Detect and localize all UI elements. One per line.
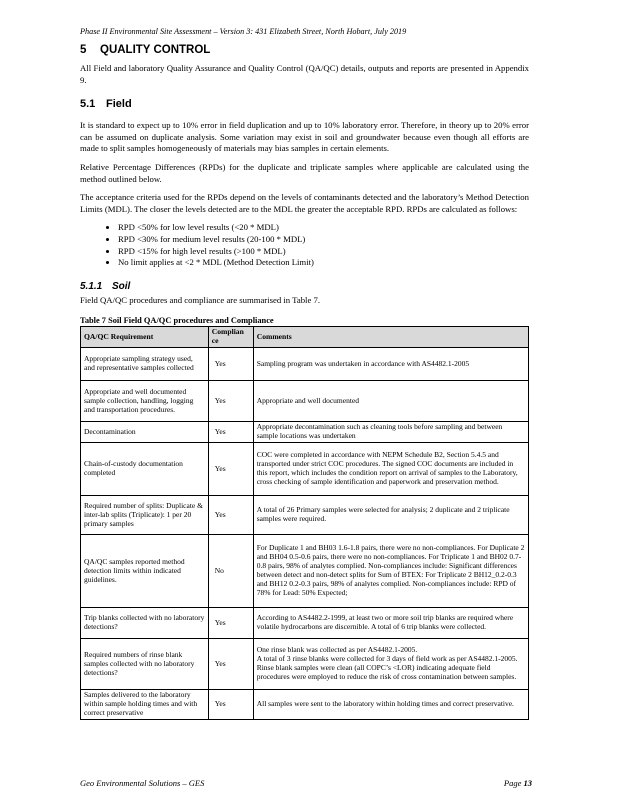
list-item: • RPD <15% for high level results (>100 * MDL) xyxy=(118,246,529,258)
section-5-paragraph: All Field and laboratory Quality Assurance and Quality Control (QA/QC) details, outputs and reports are presented in Appendix 9. xyxy=(80,63,529,85)
section-5-1-heading xyxy=(80,98,529,110)
comment-cell: COC were completed in accordance with NEPM Schedule B2, Section 5.4.5 and transported under strict COC procedures. The signed COC documents are included in this report, which includes the condition report on arrival of samples to the Laboratory, cross checking of sample identification and paperwork and preservation method. xyxy=(253,443,528,496)
section-number: 5.1 xyxy=(80,98,96,111)
comment-cell: A total of 26 Primary samples were selected for analysis; 2 duplicate and 2 triplicate samples were required. xyxy=(253,496,528,535)
table-row xyxy=(81,443,529,496)
column-header-compliance: Complian ce xyxy=(208,327,253,348)
list-item: • RPD <50% for low level results (<20 * MDL) xyxy=(118,222,529,234)
table-row xyxy=(81,535,529,608)
requirement-cell: Appropriate sampling strategy used, and representative samples collected xyxy=(81,348,209,381)
comment-cell: For Duplicate 1 and BH03 1.6-1.8 pairs, there were no non-compliances. For Duplicate 2 and BH04 0.5-0.6 pairs, there were no non-compliances. For Triplicate 1 and BH02 0.7-0.8 pairs, 98% of analytes complied. Non-compliances include: Significant differences between detect and non-detect splits for Sum of BTEX: For Triplicate 2 BH12_0.2-0.3 and BH12 0.2-0.3 pairs, 98% of analytes complied. Non-compliances include: RPD of 78% for Lead: 50% Expected; xyxy=(253,535,528,608)
page-content xyxy=(80,44,529,720)
page-number: 13 xyxy=(523,778,532,788)
table-row xyxy=(81,639,529,690)
compliance-cell: Yes xyxy=(208,496,253,535)
page-footer-company: Geo Environmental Solutions – GES xyxy=(80,778,205,788)
list-item: • No limit applies at <2 * MDL (Method Detection Limit) xyxy=(118,257,529,269)
page-header: Phase II Environmental Site Assessment – Version 3: 431 Elizabeth Street, North Hobart, July 2019 xyxy=(80,27,407,36)
compliance-cell: Yes xyxy=(208,422,253,443)
requirement-cell: Samples delivered to the laboratory within sample holding times and with correct preservative xyxy=(81,690,209,720)
compliance-cell: Yes xyxy=(208,381,253,422)
compliance-cell: No xyxy=(208,535,253,608)
requirement-cell: Chain-of-custody documentation completed xyxy=(81,443,209,496)
table-header-row xyxy=(81,327,529,348)
comment-cell: Appropriate decontamination such as cleaning tools before sampling and between sample locations was undertaken xyxy=(253,422,528,443)
section-5-1-1-heading xyxy=(80,281,529,292)
section-title: Field xyxy=(106,98,132,111)
table-caption: Table 7 Soil Field QA/QC procedures and Compliance xyxy=(80,316,274,326)
qaqc-table xyxy=(80,326,529,720)
section-title: Soil xyxy=(112,280,131,292)
requirement-cell: Required numbers of rinse blank samples collected with no laboratory detections? xyxy=(81,639,209,690)
requirement-cell: Trip blanks collected with no laboratory detections? xyxy=(81,608,209,639)
compliance-cell: Yes xyxy=(208,639,253,690)
comment-cell: Sampling program was undertaken in accordance with AS4482.1-2005 xyxy=(253,348,528,381)
field-paragraph-3: The acceptance criteria used for the RPDs depend on the levels of contaminants detected and the laboratory’s Method Detection Limits (MDL). The closer the levels detected are to the MDL the greater the acceptable RPD. RPDs are calculated as follows: xyxy=(80,192,529,214)
comment-cell: One rinse blank was collected as per AS4482.1-2005. A total of 3 rinse blanks were collected for 3 days of field work as per AS4482.1-2005. Rinse blank samples were clean (all COPC’s <LOR) indicating adequate field procedures were employed to reduce the risk of cross contamination between samples. xyxy=(253,639,528,690)
section-5-heading xyxy=(80,44,529,56)
field-paragraph-1: It is standard to expect up to 10% error in field duplication and up to 10% laboratory error. Therefore, in theory up to 20% error can be assumed on duplicate analysis. Some variation may exist in soil and groundwater because even though all efforts are made to split samples homogeneously of materials may bias samples in certain elements. xyxy=(80,120,529,154)
section-number: 5.1.1 xyxy=(80,280,103,292)
requirement-cell: Required number of splits: Duplicate & inter-lab splits (Triplicate): 1 per 20 primary samples xyxy=(81,496,209,535)
table-row xyxy=(81,690,529,720)
comment-cell: Appropriate and well documented xyxy=(253,381,528,422)
table-row xyxy=(81,496,529,535)
comment-cell: According to AS4482.2-1999, at least two or more soil trip blanks are required where volatile hydrocarbons are discernible. A total of 6 trip blanks were collected. xyxy=(253,608,528,639)
compliance-cell: Yes xyxy=(208,443,253,496)
table-row xyxy=(81,381,529,422)
page-label: Page xyxy=(503,778,522,788)
requirement-cell: QA/QC samples reported method detection limits within indicated guidelines. xyxy=(81,535,209,608)
soil-paragraph: Field QA/QC procedures and compliance are summarised in Table 7. xyxy=(80,294,320,305)
page-footer-number xyxy=(504,778,532,788)
compliance-cell: Yes xyxy=(208,348,253,381)
table-row xyxy=(81,608,529,639)
table-row xyxy=(81,422,529,443)
section-number: 5 xyxy=(80,44,87,56)
requirement-cell: Decontamination xyxy=(81,422,209,443)
field-paragraph-2: Relative Percentage Differences (RPDs) for the duplicate and triplicate samples where applicable are calculated using the method outlined below. xyxy=(80,161,529,184)
column-header-requirement: QA/QC Requirement xyxy=(81,327,209,348)
section-title: QUALITY CONTROL xyxy=(100,44,211,56)
compliance-cell: Yes xyxy=(208,608,253,639)
table-row xyxy=(81,348,529,381)
compliance-cell: Yes xyxy=(208,690,253,720)
list-item: • RPD <30% for medium level results (20-100 * MDL) xyxy=(118,234,529,246)
comment-cell: All samples were sent to the laboratory within holding times and correct preservative. xyxy=(253,690,528,720)
column-header-comments: Comments xyxy=(253,327,528,348)
rpd-criteria-list xyxy=(80,222,529,268)
requirement-cell: Appropriate and well documented sample collection, handling, logging and transportation procedures. xyxy=(81,381,209,422)
